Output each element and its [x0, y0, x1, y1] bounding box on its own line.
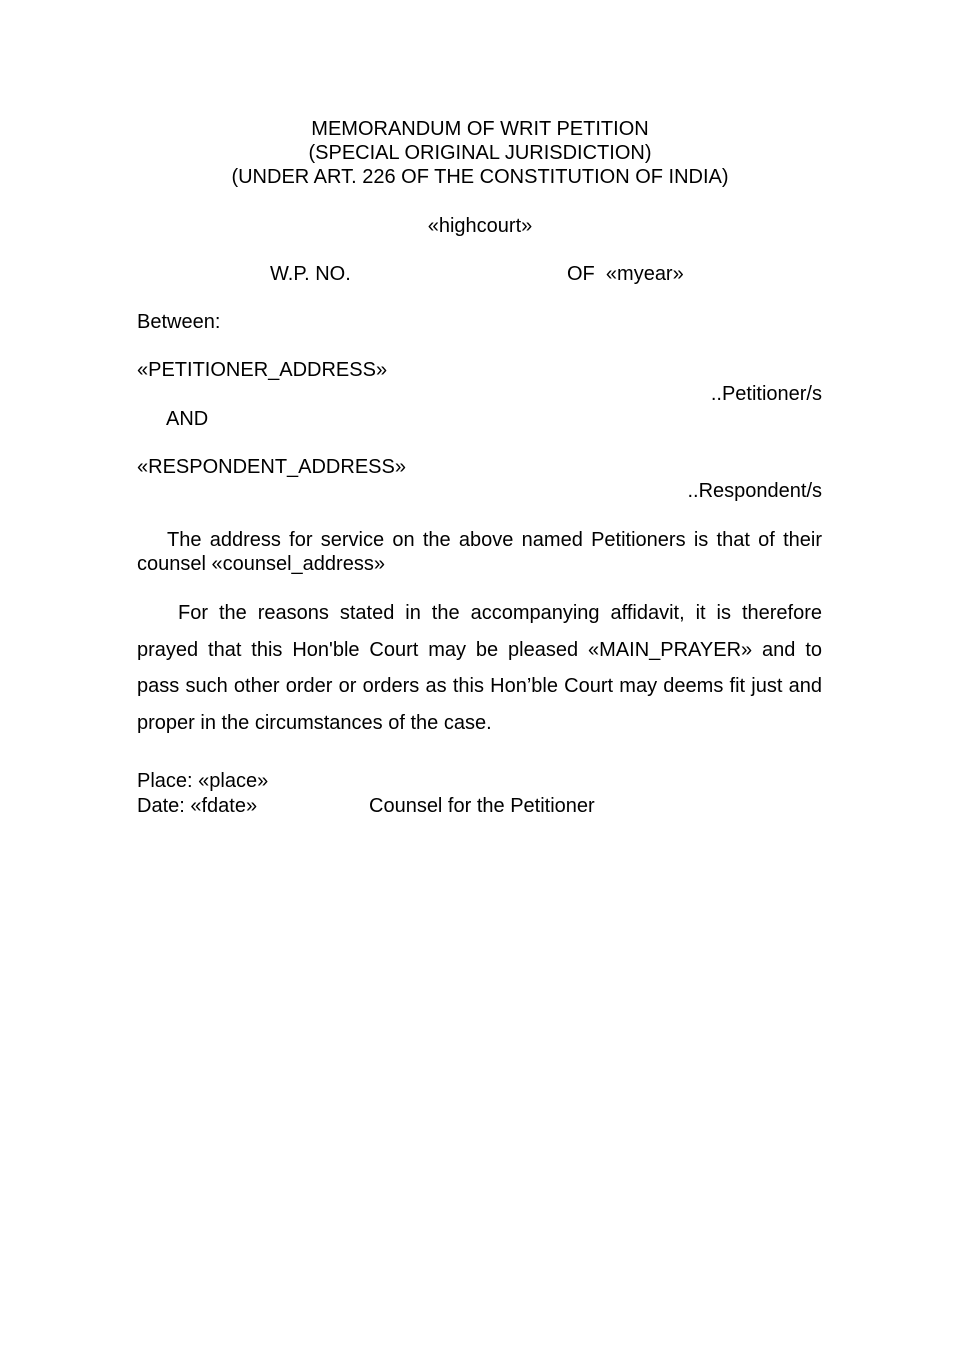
place-line: Place: «place» [137, 770, 269, 792]
case-year: «myear» [605, 263, 684, 285]
counsel-signature-line: Counsel for the Petitioner [369, 795, 595, 817]
petitioner-address: «PETITIONER_ADDRESS» [137, 359, 388, 381]
heading-jurisdiction: (SPECIAL ORIGINAL JURISDICTION) [308, 142, 652, 164]
prayer-paragraph: For the reasons stated in the accompanying affidavit, it is therefore prayed that this Hon'ble Court may be pleased «MAIN_PRAYER» and to pass such other order or orders as this Hon’ble Court may deems fit just and proper in the circumstances of the case. [137, 602, 822, 734]
service-paragraph: The address for service on the above named Petitioners is that of their counsel «counsel_address» [137, 529, 822, 575]
case-of-label: OF [567, 263, 595, 285]
heading-article: (UNDER ART. 226 OF THE CONSTITUTION OF INDIA) [231, 166, 729, 188]
petitioner-label: ..Petitioner/s [710, 383, 822, 405]
heading-title: MEMORANDUM OF WRIT PETITION [311, 118, 649, 140]
court-name: «highcourt» [427, 215, 533, 237]
case-number-label: W.P. NO. [270, 263, 351, 285]
case-year-group [567, 262, 684, 286]
date-line: Date: «fdate» [137, 795, 258, 817]
between-label: Between: [137, 311, 221, 333]
respondent-label: ..Respondent/s [687, 480, 822, 502]
respondent-address: «RESPONDENT_ADDRESS» [137, 456, 406, 478]
and-label: AND [166, 408, 209, 430]
